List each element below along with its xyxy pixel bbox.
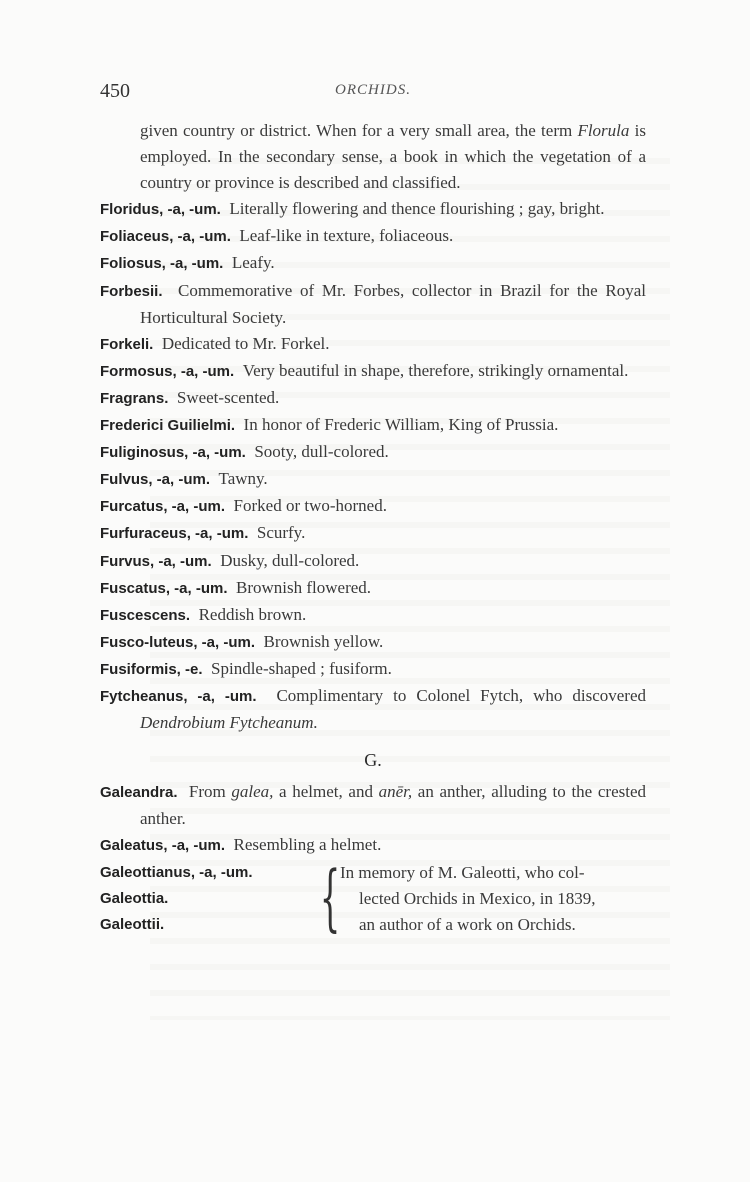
glossary-entry <box>100 223 646 250</box>
entry-term: Frederici Guilielmi. <box>100 417 236 435</box>
definition-text: Leaf-like in texture, foliaceous. <box>239 226 454 246</box>
entry-term: Foliosus, -a, -um. <box>100 255 224 273</box>
entry-term: Furcatus, -a, -um. <box>100 498 226 516</box>
entry-term: Fuscescens. <box>100 606 191 624</box>
page-number: 450 <box>100 80 130 102</box>
definition-text: From <box>188 782 232 802</box>
glossary-entry <box>100 466 646 493</box>
entry-term: Furfuraceus, -a, -um. <box>100 525 249 543</box>
bracketed-entry-group <box>100 854 646 939</box>
definition-text: given country or district. When for a very small area, the term <box>140 121 578 140</box>
glossary-entry <box>100 358 646 385</box>
page-header <box>100 80 646 110</box>
entry-term: Fytcheanus, -a, -um. <box>100 687 257 705</box>
entries-f <box>100 196 646 736</box>
definition-text: Spindle-shaped ; fusiform. <box>211 658 392 678</box>
definition-text: a helmet, and <box>273 782 379 802</box>
glossary-entry <box>100 412 646 439</box>
italic-text: Florula <box>577 121 630 140</box>
definition-text: Complimentary to Colonel Fytch, who discovered <box>276 685 647 705</box>
continued-entry <box>100 118 646 196</box>
definition-text: Resembling a helmet. <box>233 835 382 855</box>
definition-text: Brownish yellow. <box>263 631 384 651</box>
definition-text: Tawny. <box>218 469 268 489</box>
definition-text: Dedicated to Mr. Forkel. <box>161 333 330 353</box>
definition-text: Very beautiful in shape, therefore, strikingly ornamental. <box>242 360 629 380</box>
entry-term: Galeottianus, -a, -um. <box>100 863 253 881</box>
glossary-entry <box>100 548 646 575</box>
entry-term: Foliaceus, -a, -um. <box>100 228 231 246</box>
entry-term: Floridus, -a, -um. <box>100 201 221 219</box>
entry-term: Furvus, -a, -um. <box>100 552 212 570</box>
glossary-entry <box>100 278 646 331</box>
glossary-entry <box>100 656 646 683</box>
entry-term: Fuscatus, -a, -um. <box>100 579 228 597</box>
glossary-entry <box>100 779 646 832</box>
definition-text: Leafy. <box>231 253 275 273</box>
definition-text: In honor of Frederic William, King of Prussia. <box>243 415 559 435</box>
glossary-entry <box>100 196 646 223</box>
brace-icon: { <box>319 854 341 939</box>
definition-text: Forked or two-horned. <box>233 496 387 516</box>
definition-text: is employed. In the secondary sense, a book in which the vegetation of a country or province is described and classified. <box>140 121 646 193</box>
entry-term: Galeatus, -a, -um. <box>100 837 226 855</box>
italic-text: Dendrobium Fytcheanum. <box>140 713 318 733</box>
entries-g <box>100 779 646 859</box>
glossary-entry <box>100 602 646 629</box>
group-definition <box>340 860 646 938</box>
glossary-entry <box>100 250 646 277</box>
entry-term: Fragrans. <box>100 389 169 407</box>
definition-text: Sooty, dull-colored. <box>254 442 389 462</box>
entry-term: Fulvus, -a, -um. <box>100 471 211 489</box>
italic-text: galea, <box>231 782 274 802</box>
group-terms <box>100 860 312 938</box>
entry-term: Forkeli. <box>100 335 154 353</box>
running-title: ORCHIDS. <box>335 82 411 98</box>
definition-line: an author of a work on Orchids. <box>359 914 576 934</box>
entry-term: Fusiformis, -e. <box>100 660 203 678</box>
entry-term: Galeottia. <box>100 889 169 907</box>
glossary-entry <box>100 331 646 358</box>
entry-term: Galeottii. <box>100 915 165 933</box>
definition-text: Reddish brown. <box>198 604 307 624</box>
glossary-body <box>100 118 646 938</box>
glossary-entry <box>100 575 646 602</box>
definition-text: an anther, alluding to the crested anther. <box>140 782 646 829</box>
glossary-entry <box>100 385 646 412</box>
section-letter: G. <box>364 750 382 771</box>
glossary-entry <box>100 493 646 520</box>
entry-term: Forbesii. <box>100 282 163 300</box>
glossary-entry <box>100 520 646 547</box>
definition-text: Scurfy. <box>256 523 306 543</box>
entry-term: Fusco-luteus, -a, -um. <box>100 633 256 651</box>
glossary-entry <box>100 683 646 736</box>
definition-text: Dusky, dull-colored. <box>220 550 360 570</box>
definition-text: Literally flowering and thence flourishing ; gay, bright. <box>229 199 605 219</box>
glossary-entry <box>100 832 646 859</box>
glossary-entry <box>100 629 646 656</box>
definition-line: In memory of M. Galeotti, who col- <box>340 862 585 882</box>
entry-term: Fuliginosus, -a, -um. <box>100 444 246 462</box>
definition-line: lected Orchids in Mexico, in 1839, <box>359 888 596 908</box>
definition-text: Sweet-scented. <box>176 387 280 407</box>
definition-text: Brownish flowered. <box>236 577 372 597</box>
entry-term: Galeandra. <box>100 784 178 802</box>
entry-term: Formosus, -a, -um. <box>100 362 235 380</box>
glossary-entry <box>100 439 646 466</box>
italic-text: anēr, <box>378 782 413 802</box>
definition-text: Commemorative of Mr. Forbes, collector in Brazil for the Royal Horticultural Society. <box>140 280 646 327</box>
